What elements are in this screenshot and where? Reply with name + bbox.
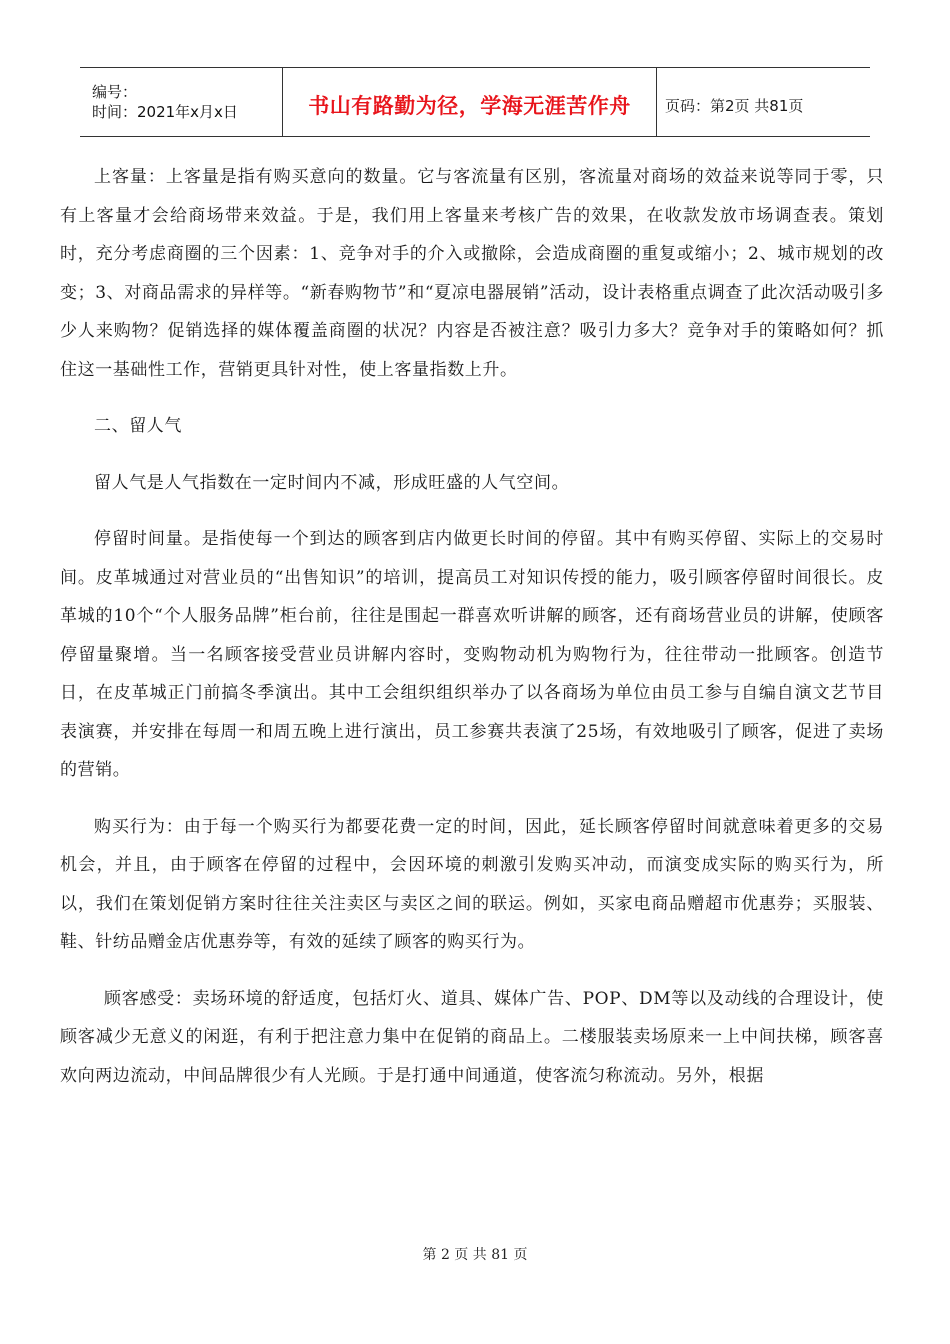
paragraph-retain-popularity: 留人气是人气指数在一定时间内不减，形成旺盛的人气空间。 bbox=[94, 472, 570, 493]
header-motto: 书山有路勤为径，学海无涯苦作舟 bbox=[308, 94, 631, 118]
document-body bbox=[60, 158, 884, 1113]
section-heading-retain-popularity: 二、留人气 bbox=[94, 416, 182, 436]
page-info-label: 页码：第2页 共81页 bbox=[665, 96, 804, 115]
footer-page-number: 第 2 页 共 81 页 bbox=[422, 1247, 528, 1263]
paragraph-customer-volume: 上客量：上客量是指有购买意向的数量。它与客流量有区别，客流量对商场的效益来说等同于零，只有上客量才会给商场带来效益。于是，我们用上客量来考核广告的效果，在收款发放市场调查表。策划时，充分考虑商圈的三个因素：1、竞争对手的介入或撤除，会造成商圈的重复或缩小；2、城市规划的改变；3、对商品需求的异样等。“新春购物节”和“夏凉电器展销”活动，设计表格重点调查了此次活动吸引多少人来购物？促销选择的媒体覆盖商圈的状况？内容是否被注意？吸引力多大？竞争对手的策略如何？抓住这一基础性工作，营销更具针对性，使上客量指数上升。 bbox=[60, 167, 884, 380]
header-meta bbox=[80, 68, 283, 136]
paragraph-dwell-time: 停留时间量。是指使每一个到达的顾客到店内做更长时间的停留。其中有购买停留、实际上的交易时间。皮革城通过对营业员的“出售知识”的培训，提高员工对知识传授的能力，吸引顾客停留时间很长。皮革城的10个“个人服务品牌”柜台前，往往是围起一群喜欢听讲解的顾客，还有商场营业员的讲解，使顾客停留量聚增。当一名顾客接受营业员讲解内容时，变购物动机为购物行为，往往带动一批顾客。创造节日，在皮革城正门前搞冬季演出。其中工会组织组织举办了以各商场为单位由员工参与自编自演文艺节目表演赛，并安排在每周一和周五晚上进行演出，员工参赛共表演了25场，有效地吸引了顾客，促进了卖场的营销。 bbox=[60, 529, 884, 780]
time-label: 时间：2021年x月x日 bbox=[92, 103, 238, 121]
paragraph-customer-experience: 顾客感受：卖场环境的舒适度，包括灯火、道具、媒体广告、POP、DM等以及动线的合理设计，使顾客减少无意义的闲逛，有利于把注意力集中在促销的商品上。二楼服装卖场原来一上中间扶梯，顾客喜欢向两边流动，中间品牌很少有人光顾。于是打通中间通道，使客流匀称流动。另外，根据 bbox=[60, 988, 884, 1086]
number-label: 编号： bbox=[92, 83, 138, 101]
page-header bbox=[80, 67, 870, 137]
paragraph-purchase-behavior: 购买行为：由于每一个购买行为都要花费一定的时间，因此，延长顾客停留时间就意味着更多的交易机会，并且，由于顾客在停留的过程中，会因环境的刺激引发购买冲动，而演变成实际的购买行为，所以，我们在策划促销方案时往往关注卖区与卖区之间的联运。例如，买家电商品赠超市优惠券；买服装、鞋、针纺品赠金店优惠券等，有效的延续了顾客的购买行为。 bbox=[60, 816, 884, 952]
page-footer bbox=[0, 1244, 950, 1264]
header-page-info bbox=[657, 68, 870, 136]
header-motto-cell bbox=[283, 68, 657, 136]
